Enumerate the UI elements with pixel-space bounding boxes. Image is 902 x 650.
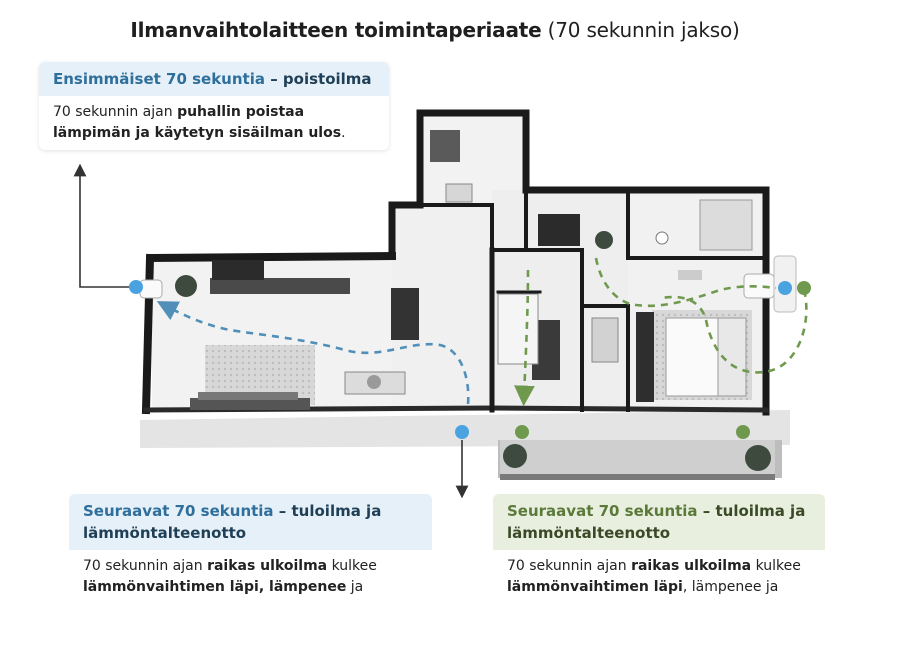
- title-main: Ilmanvaihtolaitteen toimintaperiaate: [130, 18, 542, 42]
- supply-left-heading-rest: – tuloilma ja lämmöntalteenotto: [83, 502, 382, 542]
- supply-right-heading-lead: Seuraavat 70 sekuntia: [507, 502, 698, 520]
- exhaust-phase-text: [39, 96, 389, 150]
- exhaust-text-bold-1: puhallin poistaa: [177, 104, 305, 120]
- supply-left-heading-lead: Seuraavat 70 sekuntia: [83, 502, 274, 520]
- exhaust-text-part-1: 70 sekunnin ajan: [53, 104, 178, 120]
- supply-marker-bottom-2: [736, 425, 750, 439]
- exhaust-phase-card: [39, 62, 389, 150]
- bottom-cutoff: [0, 600, 902, 650]
- exhaust-phase-heading-lead: Ensimmäiset 70 sekuntia: [53, 70, 265, 88]
- supply-right-bold-2: lämmönvaihtimen läpi: [507, 579, 683, 595]
- supply-phase-card-right: [493, 494, 825, 614]
- supply-left-text-1: 70 sekunnin ajan: [83, 558, 208, 574]
- supply-right-heading-rest: – tuloilma ja lämmöntalteenotto: [507, 502, 806, 542]
- supply-left-text-2: kulkee: [327, 558, 377, 574]
- exhaust-text-bold-2: lämpimän ja käytetyn sisäilman ulos: [53, 125, 342, 141]
- supply-phase-heading-left: [69, 494, 432, 550]
- building-base: [140, 410, 790, 480]
- exhaust-out-arrow: [80, 170, 136, 287]
- exhaust-marker-left: [129, 280, 143, 294]
- title-sub: (70 sekunnin jakso): [547, 18, 740, 42]
- supply-right-text-2: kulkee: [751, 558, 801, 574]
- exhaust-text-part-2: .: [341, 125, 346, 141]
- supply-marker-right: [797, 281, 811, 295]
- supply-phase-heading-right: [493, 494, 825, 550]
- supply-right-bold-1: raikas ulkoilma: [631, 558, 752, 574]
- exhaust-phase-heading-rest: – poistoilma: [264, 70, 372, 88]
- supply-left-bold-2: lämmönvaihtimen läpi, lämpenee: [83, 579, 347, 595]
- exhaust-marker-right: [778, 281, 792, 295]
- supply-right-text-1: 70 sekunnin ajan: [507, 558, 632, 574]
- exhaust-phase-heading: [39, 62, 389, 96]
- exhaust-marker-bottom: [455, 425, 469, 439]
- supply-phase-card-left: [69, 494, 432, 614]
- supply-left-bold-1: raikas ulkoilma: [207, 558, 328, 574]
- supply-right-text-3: , lämpenee ja: [682, 579, 779, 595]
- ventilation-unit-left: [140, 280, 162, 298]
- supply-marker-bottom-1: [515, 425, 529, 439]
- supply-left-text-3: ja: [350, 579, 364, 595]
